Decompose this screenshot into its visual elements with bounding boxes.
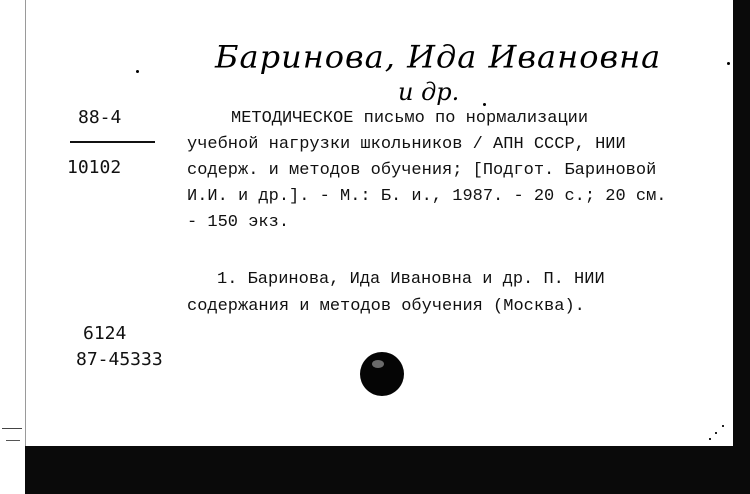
call-number-top: 88-4: [78, 107, 122, 128]
tracing-line: содержания и методов обучения (Москва).: [187, 297, 585, 316]
ink-dot: [727, 62, 730, 65]
card-number: 6124: [83, 323, 127, 344]
margin-mark: [6, 440, 20, 441]
call-number-divider: [70, 141, 155, 143]
scan-speck: [722, 425, 724, 427]
handwritten-addition: и др.: [398, 78, 460, 106]
card-left-margin: [0, 0, 26, 494]
description-line: И.И. и др.]. - М.: Б. и., 1987. - 20 с.; 20 см.: [187, 187, 667, 206]
ink-dot: [136, 70, 139, 73]
description-line: - 150 экз.: [187, 213, 290, 232]
subject-tracings: [187, 266, 717, 320]
accession-number: 87-45333: [76, 349, 163, 370]
handwritten-author: Баринова, Ида Ивановна: [215, 38, 662, 76]
description-line: содерж. и методов обучения; [Подгот. Бариновой: [187, 161, 657, 180]
description-line: учебной нагрузки школьников / АПН СССР, НИИ: [187, 135, 626, 154]
scan-speck: [709, 438, 711, 440]
punch-hole: [360, 352, 404, 396]
scan-border-bottom: [25, 446, 750, 494]
scan-speck: [715, 432, 717, 434]
card-edge: [25, 0, 26, 446]
description-line: МЕТОДИЧЕСКОЕ письмо по нормализации: [231, 109, 589, 128]
tracing-line: 1. Баринова, Ида Ивановна и др. П. НИИ: [217, 270, 605, 289]
scan-border-right: [733, 0, 750, 494]
margin-mark: [2, 428, 22, 429]
call-number-bottom: 10102: [67, 157, 122, 178]
bibliographic-description: [187, 106, 717, 236]
punch-hole-highlight: [372, 360, 384, 368]
